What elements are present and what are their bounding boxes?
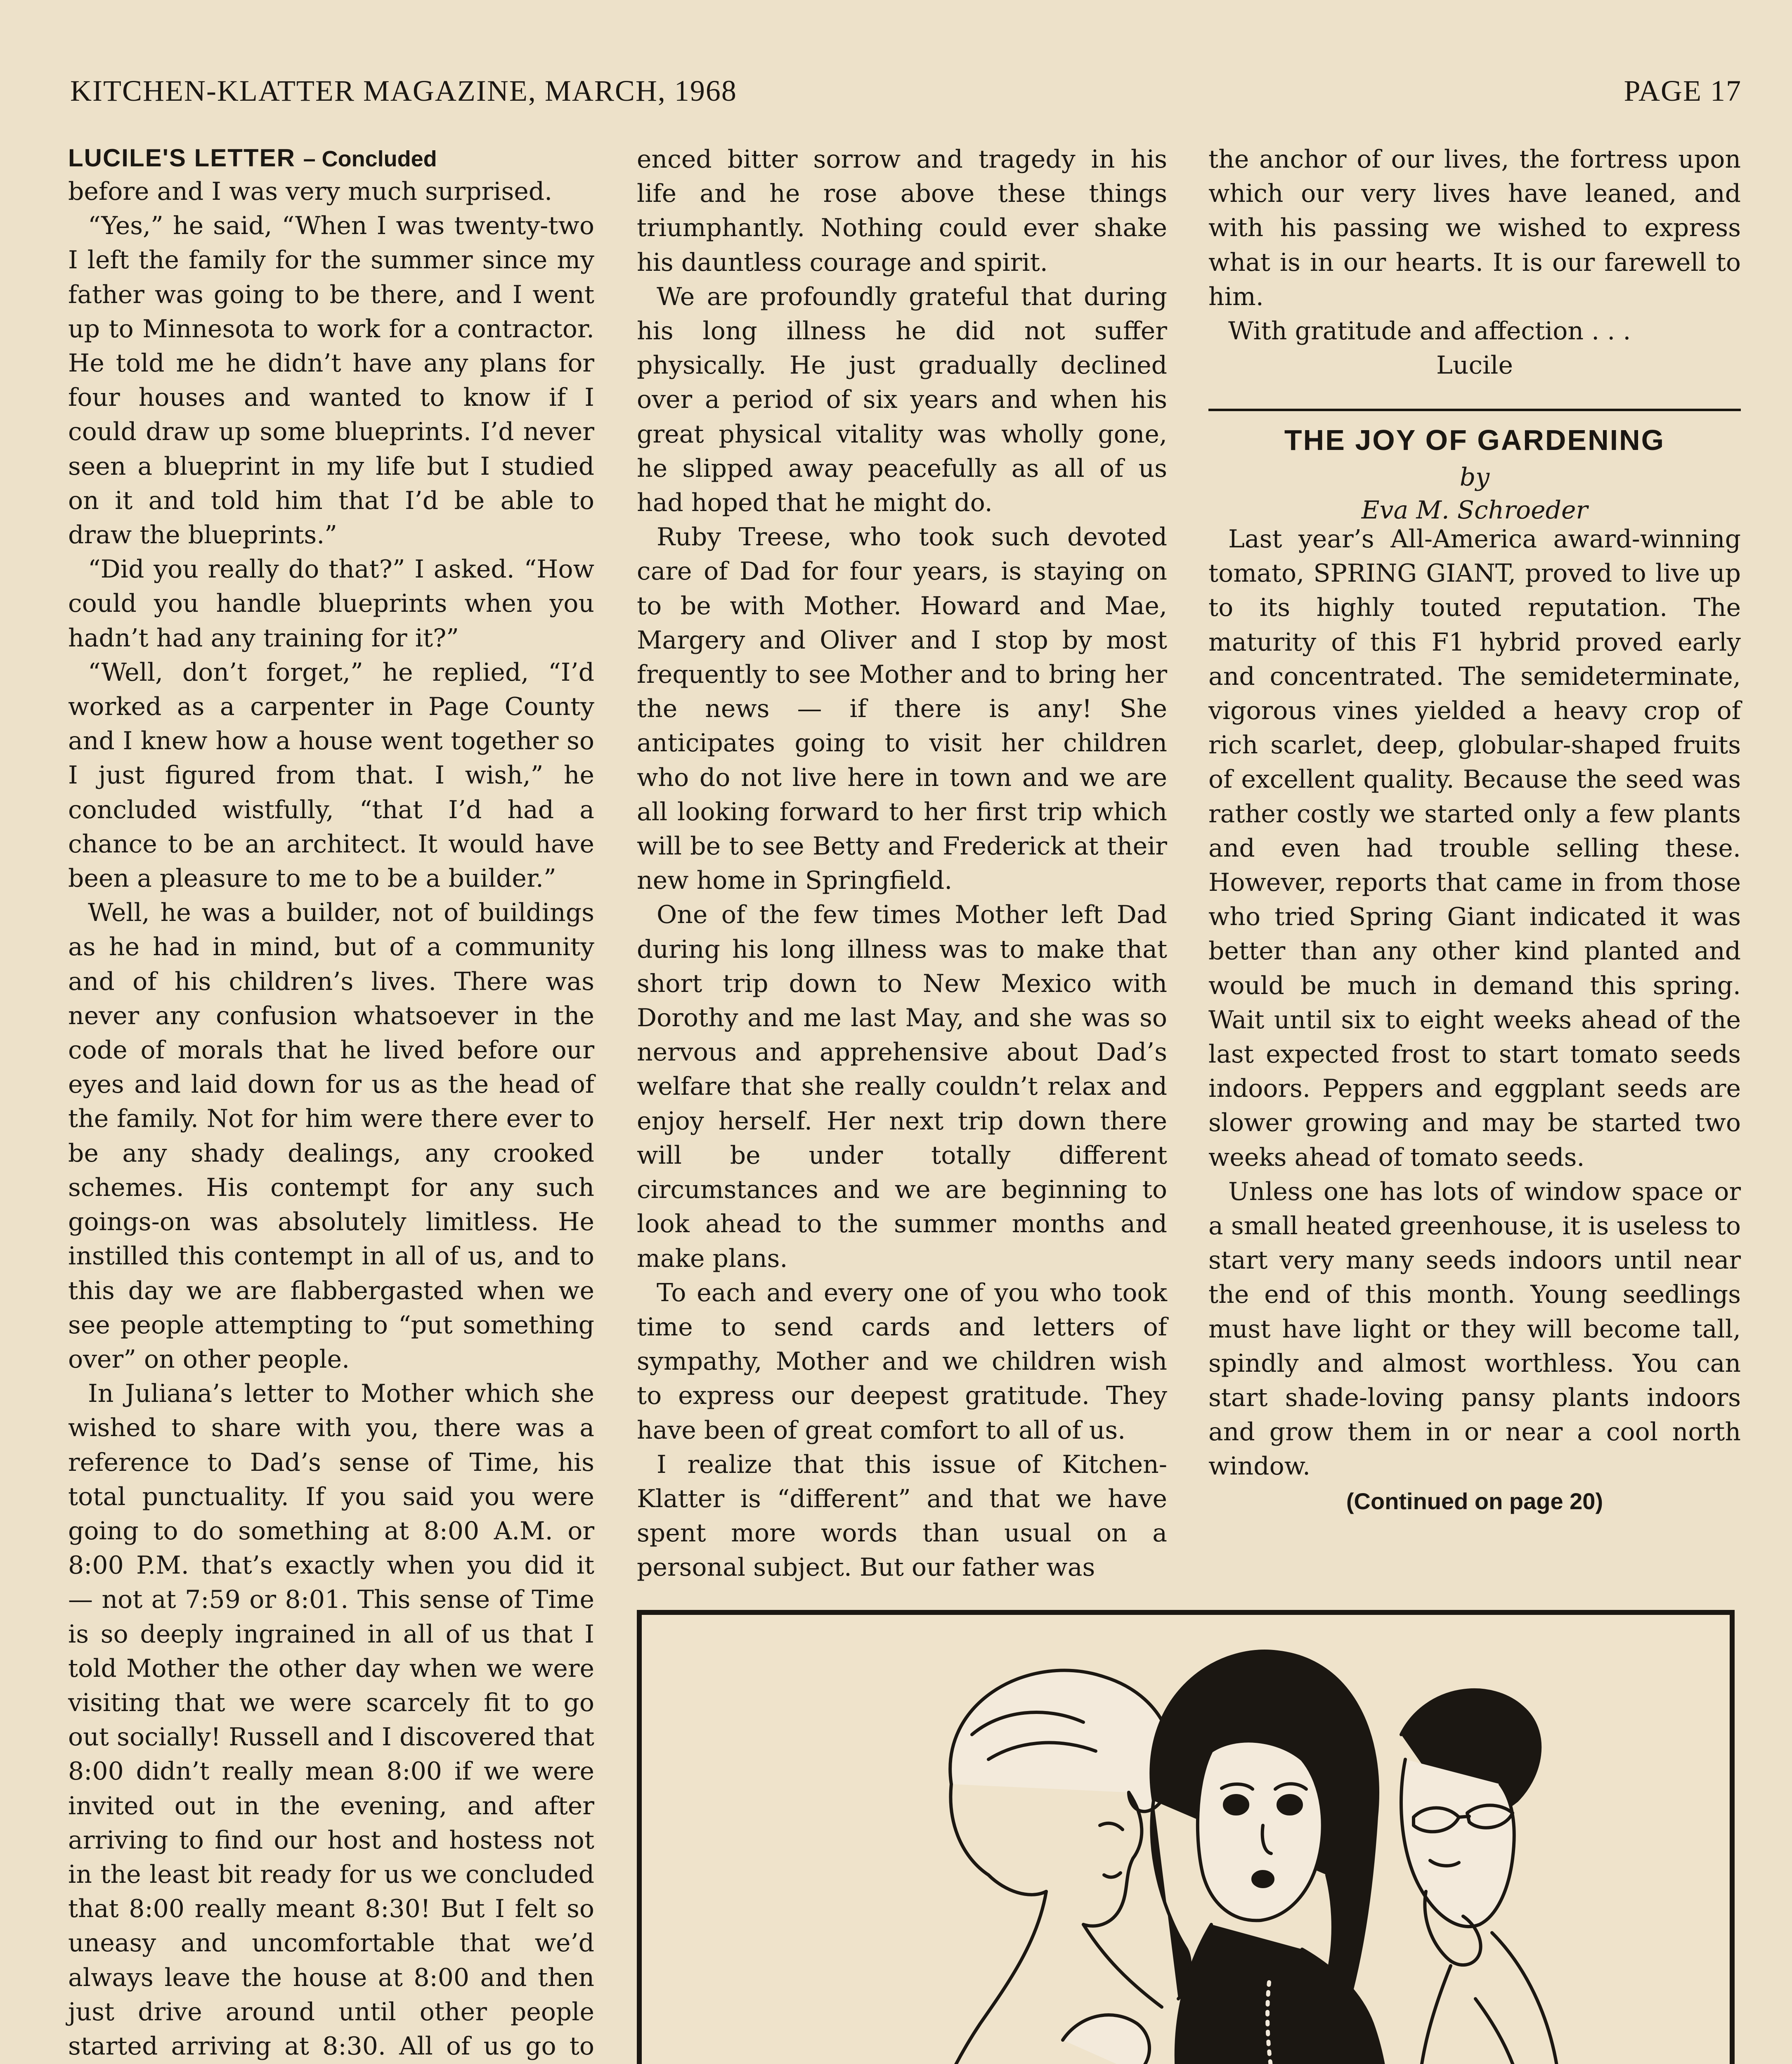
lucile-letter-heading: LUCILE'S LETTER – Concluded: [68, 144, 437, 172]
letter-signature: Lucile: [1436, 351, 1513, 380]
paragraph: I realize that this issue of Kitchen-Klatter is “different” and that we have spent more words than usual on a personal subject. But our father was: [637, 1450, 1167, 1582]
gardening-column: [1208, 522, 1741, 1518]
magazine-title: KITCHEN-KLATTER MAGAZINE, MARCH, 1968: [70, 74, 737, 107]
paragraph: “Yes,” he said, “When I was twenty-two I left the family for the summer since my father was going to be there, and I went up to Minnesota to work for a contractor. He told me he didn’t have any plans for four houses and wanted to know if I could draw up some blueprints. I’d never seen a blueprint in my life but I studied on it and told him that I’d be able to draw the blueprints.”: [68, 211, 594, 550]
three-women-illustration: [815, 1627, 1599, 2064]
paragraph: Last year’s All-America award-winning tomato, SPRING GIANT, proved to live up to its highly touted reputation. The maturity of this F1 hybrid proved early and concentrated. The semideterminate, vigorous vines yielded a heavy crop of rich scarlet, deep, globular-shaped fruits of excellent quality. Because the seed was rather costly we started only a few plants and even had trouble selling these. However, reports that came in from those who tried Spring Giant indicated it was better than any other kind planted and would be much in demand this spring. Wait until six to eight weeks ahead of the last expected frost to start tomato seeds indoors. Peppers and eggplant seeds are slower growing and may be started two weeks ahead of tomato seeds.: [1208, 525, 1741, 1172]
paragraph: In Juliana’s letter to Mother which she wished to share with you, there was a reference to Dad’s sense of Time, his total punctuality. If you said you were going to do something at 8:00 A.M. or 8:00 P.M. that’s exactly when you did it — not at 7:59 or 8:01. This sense of Time is so deeply ingrained in all of us that I told Mother the other day when we were visiting that we were scarcely fit to go out socially! Russell and I discovered that 8:00 didn’t really mean 8:00 if we were invited out in the evening, and after arriving to find our host and hostess not in the least bit ready for us we concluded that 8:00 really meant 8:30! But I felt so uneasy and uncomfortable that we’d always leave the house at 8:00 and then just drive around until other people started arriving at 8:30. All of us go to: [68, 1379, 594, 2061]
subscription-advertisement: [637, 1610, 1735, 2064]
paragraph: To each and every one of you who took time to send cards and letters of sympathy, Mother and we children wish to express our deepest gratitude. They have been of great comfort to all of us.: [637, 1278, 1167, 1445]
paragraph: “Well, don’t forget,” he replied, “I’d worked as a carpenter in Page County and I knew how a house went together so I just figured from that. I wish,” he concluded wistfully, “that I’d had a chance to be an architect. It would have been a pleasure to me to be a builder.”: [68, 658, 594, 893]
paragraph: “Did you really do that?” I asked. “How could you handle blueprints when you hadn’t had any training for it?”: [68, 555, 594, 653]
paragraph: Well, he was a builder, not of buildings as he had in mind, but of a community and of his children’s lives. There was never any confusion whatsoever in the code of morals that he lived before our eyes and laid down for us as the head of the family. Not for him were there ever to be any shady dealings, any crooked schemes. His contempt for any such goings-on was absolutely limitless. He instilled this contempt in all of us, and to this day we are flabbergasted when we see people attempting to “put something over” on other people.: [68, 898, 594, 1374]
paragraph: We are profoundly grateful that during his long illness he did not suffer physically. He just gradually declined over a period of six years and when his great physical vitality was wholly gone, he slipped away peacefully as all of us had hoped that he might do.: [637, 282, 1167, 518]
paragraph: One of the few times Mother left Dad during his long illness was to make that short trip down to New Mexico with Dorothy and me last May, and she was so nervous and apprehensive about Dad’s welfare that she really couldn’t relax and enjoy herself. Her next trip down there will be under totally different circumstances and we are beginning to look ahead to the summer months and make plans.: [637, 900, 1167, 1273]
continued-note: (Continued on page 20): [1346, 1488, 1603, 1514]
section-divider: [1208, 409, 1741, 411]
lucile-letter-column-1: [68, 142, 594, 2064]
page-header: [70, 70, 1742, 111]
paragraph: Ruby Treese, who took such devoted care of Dad for four years, is staying on to be with Mother. Howard and Mae, Margery and Oliver and I stop by most frequently to see Mother and to bring her the news — if there is any! She anticipates going to visit her children who do not live here in town and we are all looking forward to her first trip which will be to see Betty and Frederick at their new home in Springfield.: [637, 523, 1167, 895]
byline-author: Eva M. Schroeder: [1361, 496, 1588, 525]
letter-closing: With gratitude and affection . . .: [1228, 317, 1631, 346]
paragraph: Unless one has lots of window space or a small heated greenhouse, it is useless to start very many seeds indoors until near the end of this month. Young seedlings must have light or they will become tall, spindly and almost worthless. You can start shade-loving pansy plants indoors and grow them in or near a cool north window.: [1208, 1177, 1741, 1481]
paragraph: the anchor of our lives, the fortress upon which our very lives have leaned, and with his passing we wished to express what is in our hearts. It is our farewell to him.: [1208, 145, 1741, 311]
page-number: PAGE 17: [1624, 74, 1742, 107]
gardening-title: THE JOY OF GARDENING: [1284, 424, 1665, 456]
section-divider-wrap: [1208, 409, 1741, 527]
paragraph: enced bitter sorrow and tragedy in his life and he rose above these things triumphantly. Nothing could ever shake his dauntless courage and spirit.: [637, 145, 1167, 277]
paragraph: before and I was very much surprised.: [68, 177, 553, 206]
lucile-letter-column-3: [1208, 142, 1741, 383]
byline-by: by: [1459, 463, 1490, 492]
lucile-letter-column-2: [637, 142, 1167, 1585]
